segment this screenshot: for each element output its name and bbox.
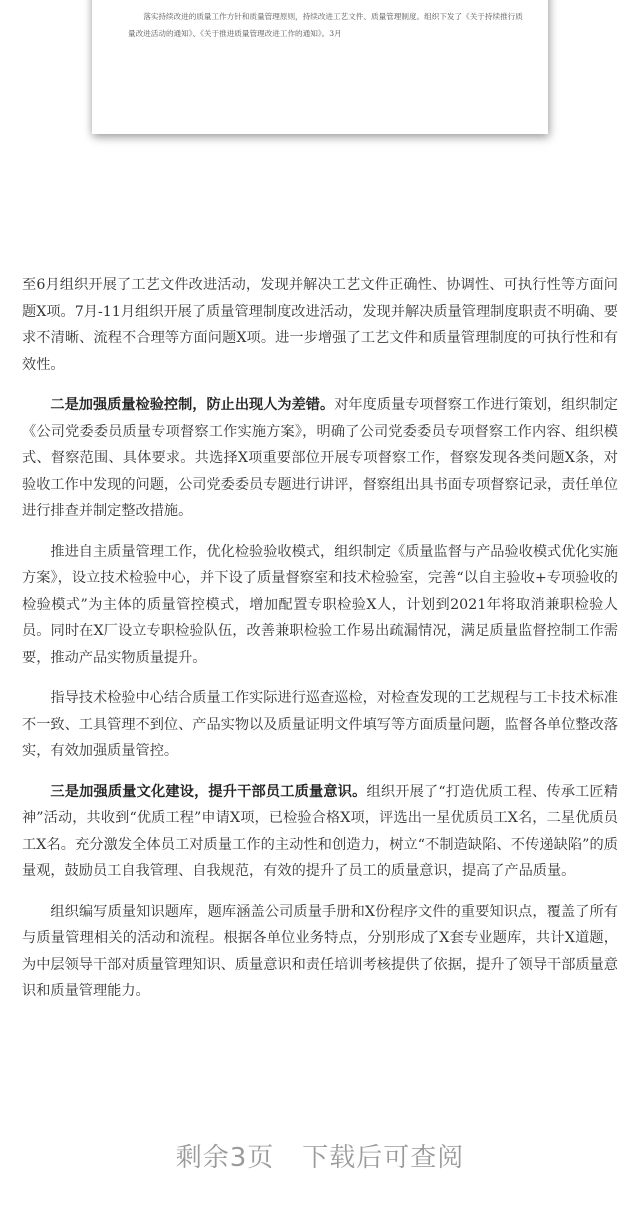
preview-line-1: 落实持续改进的质量工作方针和质量管理原则，持续改进工艺文件、质量管理制度。组织 (143, 12, 440, 21)
preview-text (128, 8, 528, 42)
paragraph-3: 推进自主质量管理工作，优化检验验收模式，组织制定《质量监督与产品验收模式优化实施方案》，设立技术检验中心，并下设了质量督察室和技术检验室，完善“以自主验收+专项验收的检验模式”为主体的质量管控模式，增加配置专职检验X人，计划到2021年将取消兼职检验人员。同时在X厂设立专职检验队伍，改善兼职检验工作易出疏漏情况，满足质量监督控制工作需要，推动产品实物质量提升。 (22, 543, 618, 666)
section-heading-3: 三是加强质量文化建设，提升干部员工质量意识。 (50, 783, 367, 800)
paragraph-1: 至6月组织开展了工艺文件改进活动，发现并解决工艺文件正确性、协调性、可执行性等方面问题X项。7月-11月组织开展了质量管理制度改进活动，发现并解决质量管理制度职责不明确、要求不清晰、流程不合理等方面问题X项。进一步增强了工艺文件和质量管理制度的可执行性和有效性。 (22, 277, 618, 373)
document-body (22, 272, 618, 1019)
remaining-pages-label[interactable]: 剩余3页 (175, 1143, 275, 1173)
preview-line-2: 下发了《关于持续推行质量改进活动的通知》、《关于推进质量管理改进工作的通知》。3月 (128, 12, 523, 38)
paragraph-5 (22, 779, 618, 885)
paragraph-4: 指导技术检验中心结合质量工作实际进行巡查巡检，对检查发现的工艺规程与工卡技术标准不一致、工具管理不到位、产品实物以及质量证明文件填写等方面质量问题，监督各单位整改落实，有效加强质量管控。 (22, 690, 618, 759)
paragraph-2 (22, 392, 618, 525)
download-to-view-label[interactable]: 下载后可查阅 (302, 1143, 465, 1173)
paragraph-5-text: 组织开展了“打造优质工程、传承工匠精神”活动，共收到“优质工程”申请X项，已检验合格X项，评选出一星优质员工X名，二星优质员工X名。充分激发全体员工对质量工作的主动性和创造力，树立“不制造缺陷、不传递缺陷”的质量观，鼓励员工自我管理、自我规范，有效的提升了员工的质量意识，提高了产品质量。 (22, 783, 618, 879)
paragraph-2-text: 对年度质量专项督察工作进行策划，组织制定《公司党委委员质量专项督察工作实施方案》，明确了公司党委委员专项督察工作内容、组织模式、督察范围、具体要求。共选择X项重要部位开展专项督察工作，督察发现各类问题X条，对验收工作中发现的问题，公司党委委员专题进行讲评，督察组出具书面专项督察记录，责任单位进行排查并制定整改措施。 (22, 397, 618, 519)
paragraph-6: 组织编写质量知识题库，题库涵盖公司质量手册和X份程序文件的重要知识点，覆盖了所有与质量管理相关的活动和流程。根据各单位业务特点，分别形成了X套专业题库，共计X道题，为中层领导干部对质量管理知识、质量意识和责任培训考核提供了依据，提升了领导干部质量意识和质量管理能力。 (22, 903, 618, 999)
section-heading-2: 二是加强质量检验控制，防止出现人为差错。 (50, 397, 335, 413)
previous-page-preview (92, 0, 548, 134)
download-more-banner[interactable] (0, 1137, 640, 1174)
